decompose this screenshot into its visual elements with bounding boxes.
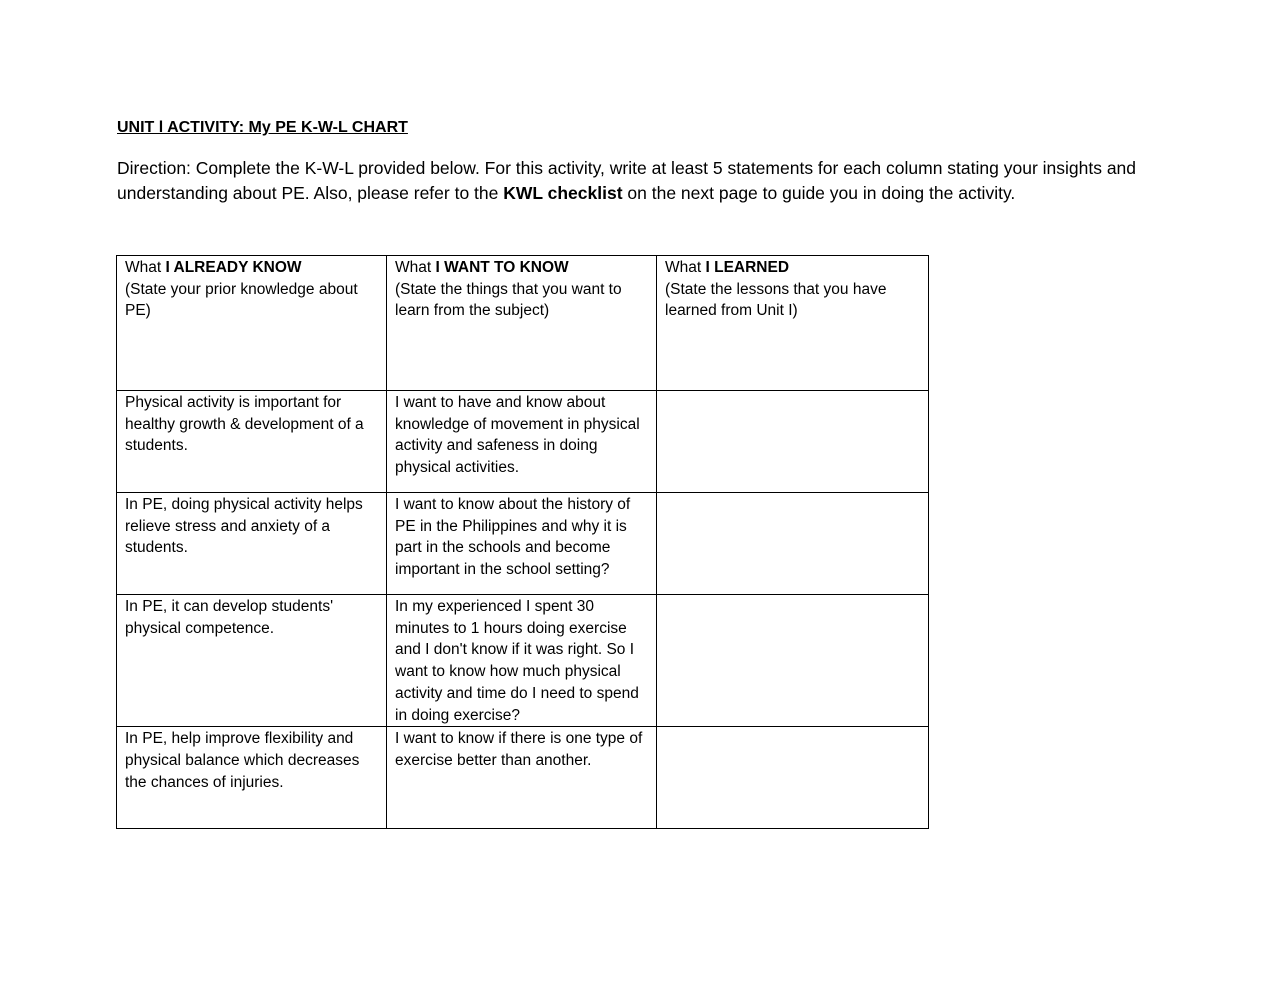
cell-learned <box>657 391 929 493</box>
header-prefix: What <box>665 259 706 276</box>
cell-know: Physical activity is important for healthy growth & development of a students. <box>117 391 387 493</box>
cell-know: In PE, help improve flexibility and physical balance which decreases the chances of injuries. <box>117 727 387 829</box>
header-cell-learned <box>657 256 929 391</box>
header-title <box>395 257 649 279</box>
cell-know: In PE, it can develop students' physical competence. <box>117 595 387 727</box>
page-title: UNIT l ACTIVITY: My PE K-W-L CHART <box>117 119 408 136</box>
cell-know: In PE, doing physical activity helps relieve stress and anxiety of a students. <box>117 493 387 595</box>
header-subtitle: (State the things that you want to learn from the subject) <box>395 280 622 320</box>
header-prefix: What <box>125 259 166 276</box>
table-row <box>117 391 929 493</box>
header-title <box>665 257 921 279</box>
table-row <box>117 727 929 829</box>
header-title <box>125 257 379 279</box>
header-subtitle: (State the lessons that you have learned from Unit I) <box>665 280 887 320</box>
cell-learned <box>657 595 929 727</box>
table-row <box>117 493 929 595</box>
table-header-row <box>117 256 929 391</box>
direction-paragraph <box>117 156 1192 206</box>
cell-want: I want to have and know about knowledge of movement in physical activity and safeness in doing physical activities. <box>387 391 657 493</box>
cell-want: I want to know if there is one type of exercise better than another. <box>387 727 657 829</box>
kwl-table <box>116 255 929 829</box>
header-bold: I WANT TO KNOW <box>435 259 569 276</box>
header-cell-want <box>387 256 657 391</box>
header-prefix: What <box>395 259 436 276</box>
direction-text-2: on the next page to guide you in doing the activity. <box>622 183 1016 203</box>
table-row <box>117 595 929 727</box>
header-bold: I LEARNED <box>705 259 790 276</box>
header-subtitle: (State your prior knowledge about PE) <box>125 280 358 320</box>
header-cell-know <box>117 256 387 391</box>
direction-text-1: Direction: Complete the K-W-L provided below. For this activity, write at least 5 statements for each column stating your insights and understanding about PE. Also, please refer to the <box>117 158 1137 203</box>
cell-want: In my experienced I spent 30 minutes to 1 hours doing exercise and I don't know if it was right. So I want to know how much physical activity and time do I need to spend in doing exercise? <box>387 595 657 727</box>
direction-bold-text: KWL checklist <box>503 183 623 203</box>
header-bold: I ALREADY KNOW <box>165 259 302 276</box>
cell-learned <box>657 493 929 595</box>
cell-learned <box>657 727 929 829</box>
cell-want: I want to know about the history of PE in the Philippines and why it is part in the schools and become important in the school setting? <box>387 493 657 595</box>
